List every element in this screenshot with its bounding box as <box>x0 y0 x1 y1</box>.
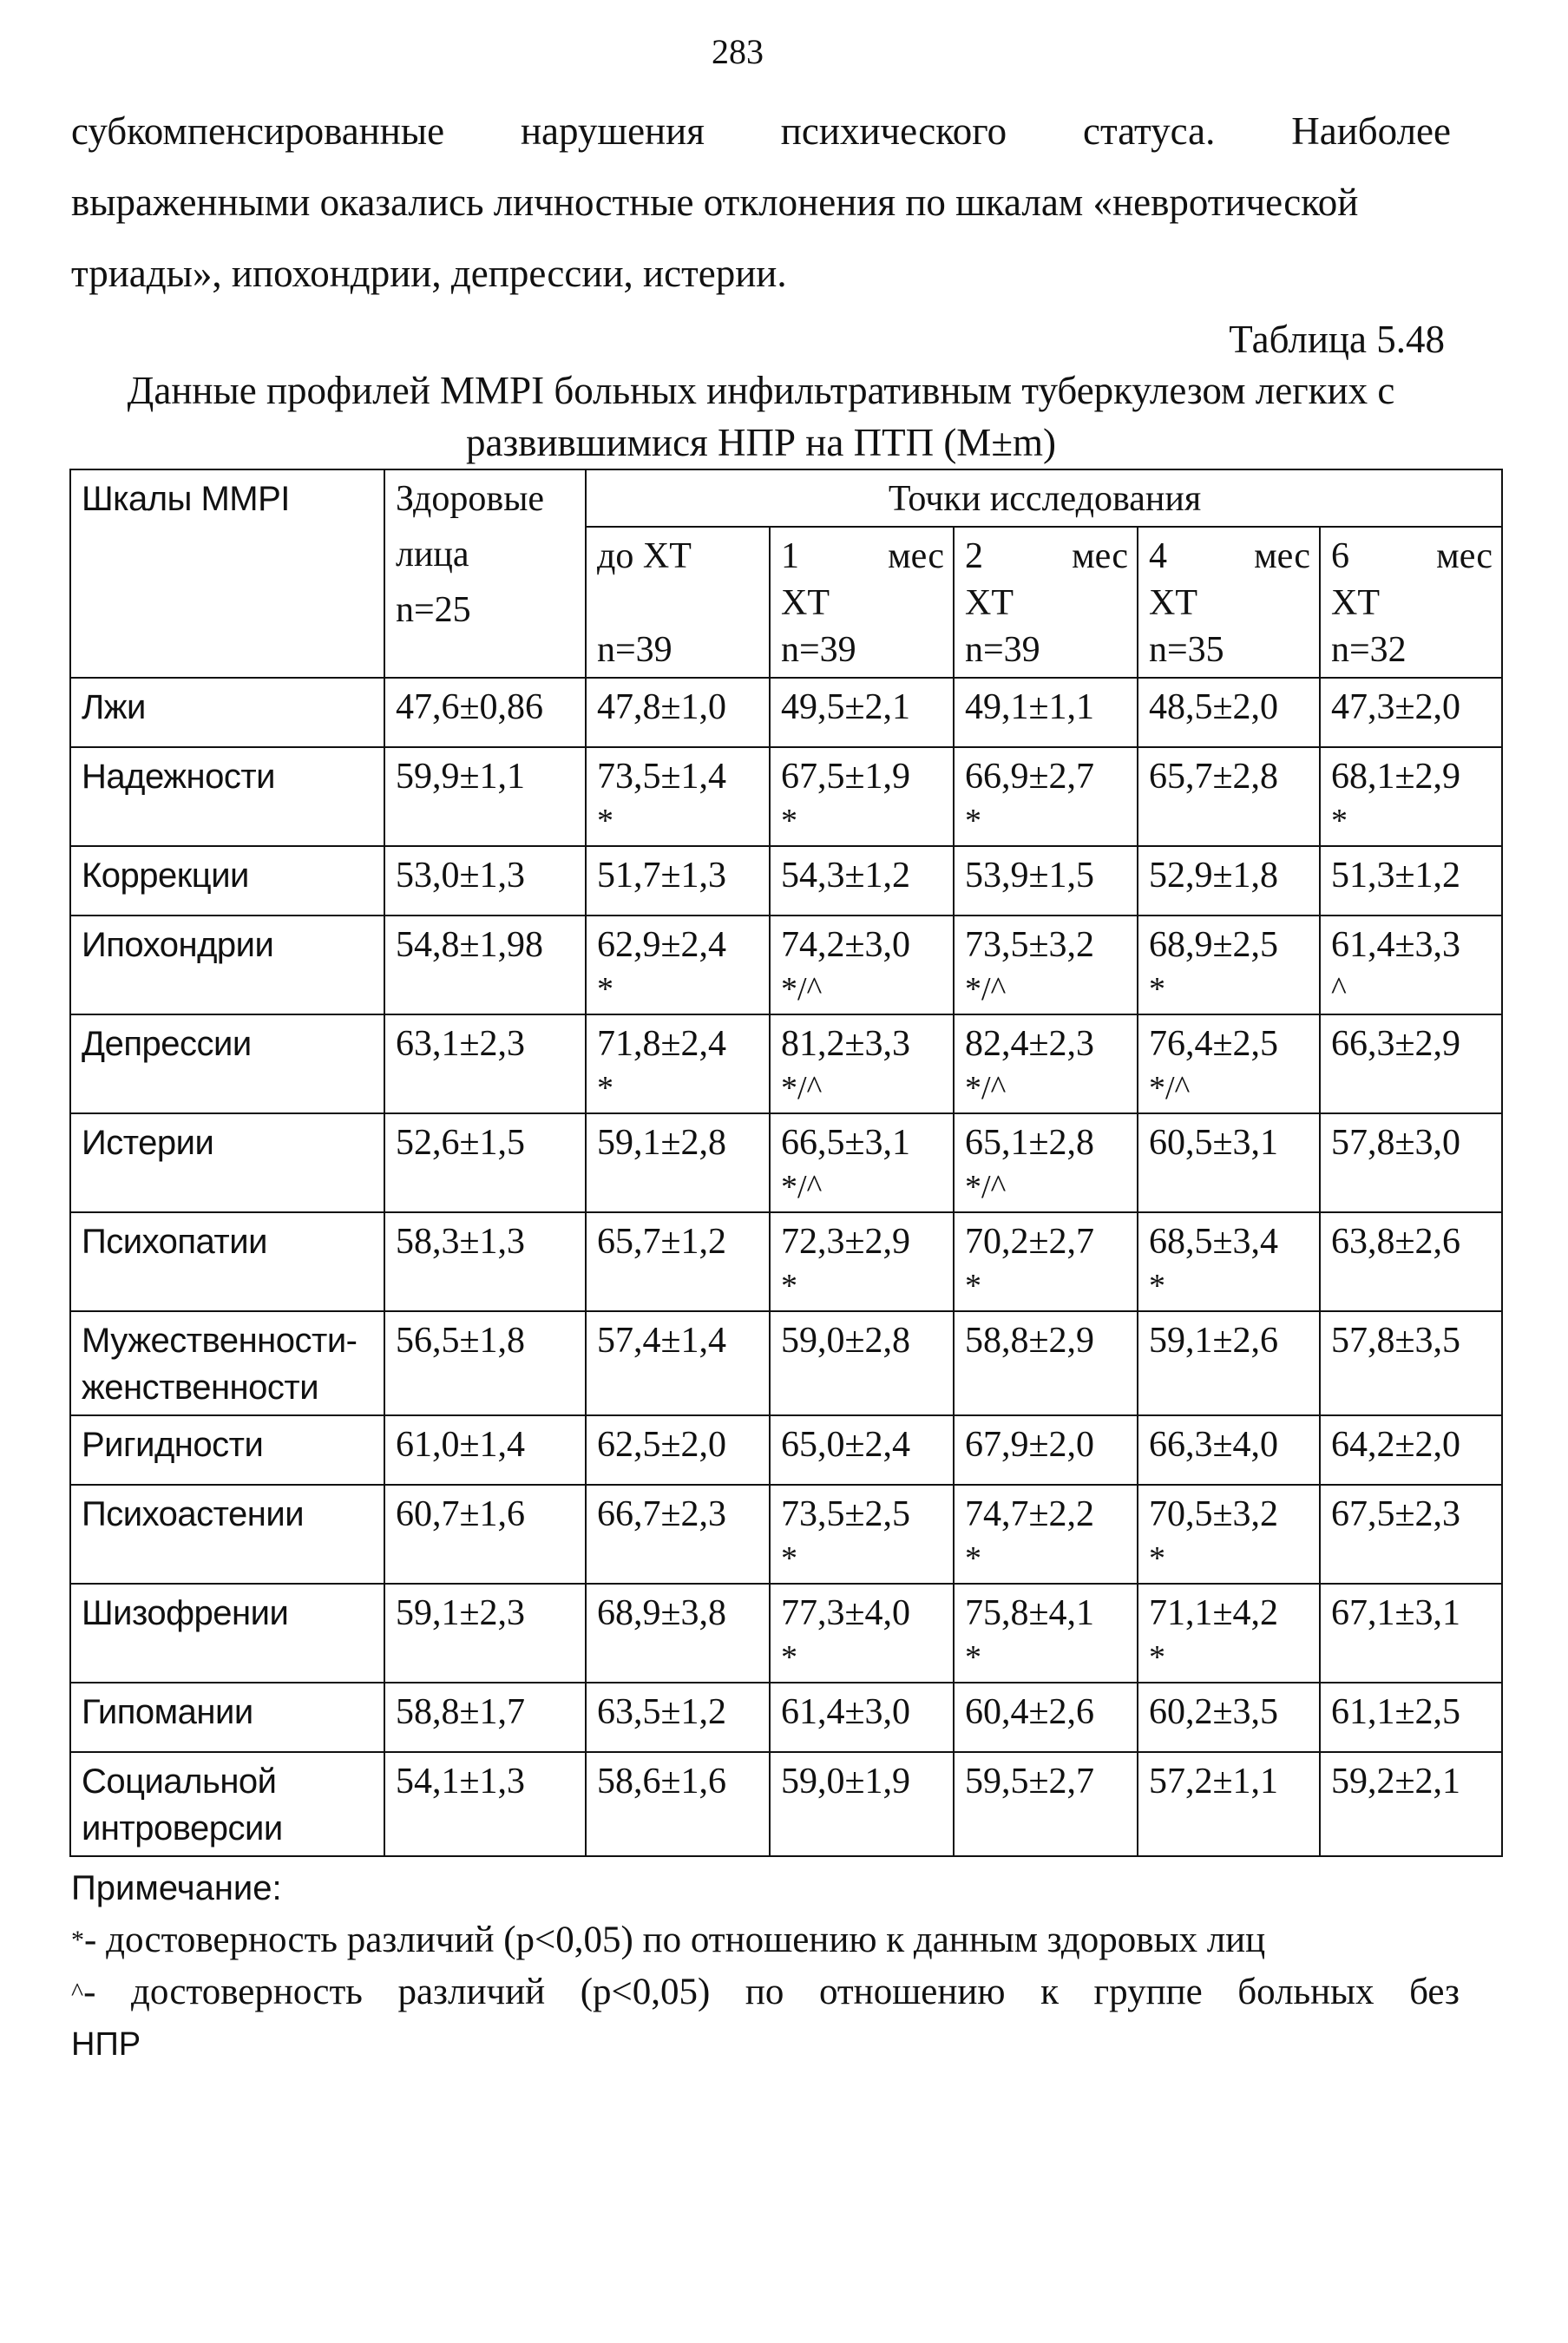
note-1-mark: * <box>71 1926 84 1954</box>
point-sub: ХТ <box>1149 583 1197 623</box>
value-text: 49,1±1,1 <box>965 687 1095 727</box>
healthy-value <box>384 1311 586 1415</box>
paragraph-line: триады», ипохондрии, депрессии, истерии. <box>71 252 787 295</box>
healthy-value <box>384 1014 586 1113</box>
value-cell <box>954 1415 1138 1485</box>
value-text: 48,5±2,0 <box>1149 687 1279 727</box>
value-text: 66,9±2,7 <box>965 757 1095 797</box>
significance-mark: ^ <box>1331 971 1347 1007</box>
note-2-line <box>71 1966 1460 2018</box>
value-text: 68,9±2,5 <box>1149 925 1279 965</box>
value-text: 47,8±1,0 <box>597 687 727 727</box>
point-sub: ХТ <box>965 583 1014 623</box>
value-cell <box>1320 1113 1502 1212</box>
scale-name: Гипомании <box>82 1693 253 1731</box>
value-cell <box>954 1014 1138 1113</box>
scale-name: Ипохондрии <box>82 926 274 964</box>
value-text: 65,0±2,4 <box>781 1425 911 1465</box>
significance-mark: * <box>597 803 613 839</box>
point-unit: мес <box>1254 536 1310 576</box>
significance-mark: * <box>597 1070 613 1106</box>
significance-mark <box>1331 1265 1493 1307</box>
significance-mark: * <box>965 1268 981 1304</box>
point-label: до ХТ <box>597 536 692 576</box>
healthy-value <box>384 1212 586 1311</box>
value-text: 53,0±1,3 <box>396 856 526 896</box>
point-sub <box>597 580 760 627</box>
value-cell <box>770 1311 954 1415</box>
scale-cell <box>70 678 384 747</box>
point-unit: мес <box>888 536 944 576</box>
value-cell <box>1138 846 1320 916</box>
value-cell <box>1320 1584 1502 1683</box>
significance-mark: * <box>965 1639 981 1676</box>
point-unit: мес <box>1436 536 1493 576</box>
significance-mark: * <box>597 971 613 1007</box>
scale-cell <box>70 846 384 916</box>
value-text: 74,2±3,0 <box>781 925 911 965</box>
scale-name-cont: женственности <box>82 1368 319 1407</box>
table-notes <box>71 1862 1460 2071</box>
value-cell <box>586 1113 770 1212</box>
scale-name: Психоастении <box>82 1495 305 1533</box>
note-1 <box>71 1914 1460 1966</box>
value-text: 74,7±2,2 <box>965 1494 1095 1534</box>
significance-mark: * <box>781 1540 797 1577</box>
value-cell <box>954 1683 1138 1752</box>
value-text: 71,1±4,2 <box>1149 1593 1279 1633</box>
significance-mark: * <box>1331 803 1348 839</box>
value-text: 59,0±2,8 <box>781 1321 911 1361</box>
table-body <box>70 678 1502 1856</box>
header-healthy-line1: Здоровые <box>396 479 545 519</box>
significance-mark <box>597 1166 760 1208</box>
scale-cell <box>70 1752 384 1856</box>
value-text: 70,2±2,7 <box>965 1222 1095 1262</box>
scale-cell <box>70 1485 384 1584</box>
value-text: 47,3±2,0 <box>1331 687 1461 727</box>
value-cell <box>1138 1485 1320 1584</box>
significance-mark: * <box>1149 971 1165 1007</box>
header-healthy <box>384 469 586 678</box>
value-text: 51,3±1,2 <box>1331 856 1461 896</box>
value-cell <box>770 846 954 916</box>
value-text: 63,1±2,3 <box>396 1024 526 1064</box>
scale-cell <box>70 1415 384 1485</box>
value-text: 56,5±1,8 <box>396 1321 526 1361</box>
value-text: 59,1±2,6 <box>1149 1321 1279 1361</box>
caption-line: развившимися НПР на ПТП (M±m) <box>465 421 1057 464</box>
value-cell <box>770 747 954 846</box>
value-cell <box>1138 1683 1320 1752</box>
value-cell <box>1320 1683 1502 1752</box>
table-row <box>70 1752 1502 1856</box>
table-row <box>70 846 1502 916</box>
value-text: 58,8±1,7 <box>396 1692 526 1732</box>
value-cell <box>1138 1415 1320 1485</box>
point-sub: ХТ <box>781 583 830 623</box>
significance-mark: * <box>965 803 981 839</box>
healthy-value <box>384 747 586 846</box>
value-text: 59,2±2,1 <box>1331 1762 1461 1802</box>
significance-mark: */^ <box>781 1169 823 1205</box>
value-text: 67,5±1,9 <box>781 757 911 797</box>
value-cell <box>586 1415 770 1485</box>
scale-cell <box>70 1683 384 1752</box>
significance-mark: */^ <box>965 1169 1007 1205</box>
value-cell <box>1320 1485 1502 1584</box>
scale-cell <box>70 916 384 1014</box>
value-text: 64,2±2,0 <box>1331 1425 1461 1465</box>
value-cell <box>770 1212 954 1311</box>
scale-cell <box>70 1014 384 1113</box>
value-text: 60,7±1,6 <box>396 1494 526 1534</box>
note-title: Примечание: <box>71 1869 282 1907</box>
note-2-mark: ^ <box>71 1978 84 2006</box>
header-point <box>1138 527 1320 678</box>
value-text: 59,5±2,7 <box>965 1762 1095 1802</box>
value-cell <box>586 846 770 916</box>
point-sub: ХТ <box>1331 583 1380 623</box>
value-cell <box>1138 1752 1320 1856</box>
table-row <box>70 916 1502 1014</box>
header-scales-label: Шкалы MMPI <box>82 480 290 518</box>
value-cell <box>954 1485 1138 1584</box>
significance-mark: */^ <box>965 1070 1007 1106</box>
significance-mark <box>1331 1637 1493 1678</box>
value-text: 61,4±3,0 <box>781 1692 911 1732</box>
value-text: 52,9±1,8 <box>1149 856 1279 896</box>
value-cell <box>1320 846 1502 916</box>
value-cell <box>770 1752 954 1856</box>
paragraph-line: субкомпенсированные нарушения психического статуса. Наиболее <box>71 109 1451 153</box>
value-text: 63,8±2,6 <box>1331 1222 1461 1262</box>
significance-mark: * <box>781 803 797 839</box>
healthy-value <box>384 1415 586 1485</box>
value-text: 67,5±2,3 <box>1331 1494 1461 1534</box>
value-cell <box>1320 747 1502 846</box>
value-text: 76,4±2,5 <box>1149 1024 1279 1064</box>
value-text: 51,7±1,3 <box>597 856 727 896</box>
value-cell <box>954 1584 1138 1683</box>
note-1-text: - достоверность различий (p<0,05) по отношению к данным здоровых лиц <box>84 1920 1266 1960</box>
header-point <box>1320 527 1502 678</box>
value-text: 49,5±2,1 <box>781 687 911 727</box>
scale-name: Шизофрении <box>82 1594 289 1632</box>
value-cell <box>770 1485 954 1584</box>
value-cell <box>1320 1014 1502 1113</box>
paragraph-line: выраженными оказались личностные отклонения по шкалам «невротической <box>71 180 1359 224</box>
scale-name: Истерии <box>82 1124 214 1162</box>
value-cell <box>586 678 770 747</box>
value-text: 58,3±1,3 <box>396 1222 526 1262</box>
value-cell <box>954 1311 1138 1415</box>
value-cell <box>770 1415 954 1485</box>
point-label: 4 <box>1149 536 1167 576</box>
mmpi-table <box>69 469 1503 1857</box>
value-text: 52,6±1,5 <box>396 1123 526 1163</box>
value-cell <box>586 1485 770 1584</box>
table-row <box>70 1584 1502 1683</box>
table-number: Таблица 5.48 <box>1229 318 1445 361</box>
value-text: 62,5±2,0 <box>597 1425 727 1465</box>
value-text: 66,3±4,0 <box>1149 1425 1279 1465</box>
value-cell <box>770 1014 954 1113</box>
value-text: 63,5±1,2 <box>597 1692 727 1732</box>
scale-cell <box>70 1212 384 1311</box>
note-2 <box>71 1966 1460 2071</box>
value-text: 61,4±3,3 <box>1331 925 1461 965</box>
significance-mark <box>1331 1166 1493 1208</box>
header-healthy-line2: лица <box>396 535 469 574</box>
value-text: 75,8±4,1 <box>965 1593 1095 1633</box>
header-point <box>586 527 770 678</box>
note-2-text: - достоверность различий (p<0,05) по отношению к группе больных без <box>83 1972 1460 2012</box>
value-text: 62,9±2,4 <box>597 925 727 965</box>
header-scales <box>70 469 384 678</box>
significance-mark: */^ <box>781 1070 823 1106</box>
value-text: 61,0±1,4 <box>396 1425 526 1465</box>
value-cell <box>1138 1584 1320 1683</box>
value-text: 66,7±2,3 <box>597 1494 727 1534</box>
value-text: 59,0±1,9 <box>781 1762 911 1802</box>
value-cell <box>1138 678 1320 747</box>
value-text: 73,5±1,4 <box>597 757 727 797</box>
significance-mark <box>1149 800 1310 842</box>
value-text: 57,4±1,4 <box>597 1321 727 1361</box>
value-cell <box>770 1683 954 1752</box>
significance-mark: */^ <box>965 971 1007 1007</box>
value-text: 70,5±3,2 <box>1149 1494 1279 1534</box>
table-row <box>70 1212 1502 1311</box>
value-text: 57,2±1,1 <box>1149 1762 1279 1802</box>
significance-mark: * <box>1149 1540 1165 1577</box>
significance-mark <box>597 1538 760 1579</box>
significance-mark: * <box>781 1268 797 1304</box>
point-label: 1 <box>781 536 799 576</box>
table-header-row <box>70 469 1502 527</box>
value-cell <box>586 1212 770 1311</box>
point-label: 6 <box>1331 536 1349 576</box>
value-cell <box>954 916 1138 1014</box>
significance-mark <box>597 1265 760 1307</box>
value-text: 68,5±3,4 <box>1149 1222 1279 1262</box>
caption-line: Данные профилей MMPI больных инфильтративным туберкулезом легких с <box>127 369 1395 412</box>
value-cell <box>1138 1014 1320 1113</box>
value-text: 68,9±3,8 <box>597 1593 727 1633</box>
significance-mark: */^ <box>781 971 823 1007</box>
value-text: 82,4±2,3 <box>965 1024 1095 1064</box>
table-row <box>70 1311 1502 1415</box>
point-n: n=39 <box>597 630 672 670</box>
value-text: 66,5±3,1 <box>781 1123 911 1163</box>
value-text: 71,8±2,4 <box>597 1024 727 1064</box>
value-text: 59,1±2,3 <box>396 1593 526 1633</box>
healthy-value <box>384 678 586 747</box>
scale-name: Депрессии <box>82 1025 252 1063</box>
header-points-label: Точки исследования <box>888 479 1202 519</box>
value-text: 72,3±2,9 <box>781 1222 911 1262</box>
value-cell <box>586 747 770 846</box>
table-row <box>70 1014 1502 1113</box>
value-cell <box>770 1113 954 1212</box>
value-text: 60,5±3,1 <box>1149 1123 1279 1163</box>
value-text: 65,7±2,8 <box>1149 757 1279 797</box>
value-cell <box>1138 747 1320 846</box>
value-text: 66,3±2,9 <box>1331 1024 1461 1064</box>
table-row <box>70 1683 1502 1752</box>
value-text: 57,8±3,0 <box>1331 1123 1461 1163</box>
value-cell <box>586 1683 770 1752</box>
table-row <box>70 747 1502 846</box>
value-cell <box>1138 1311 1320 1415</box>
value-text: 68,1±2,9 <box>1331 757 1461 797</box>
value-cell <box>954 1752 1138 1856</box>
significance-mark: * <box>1149 1639 1165 1676</box>
header-points <box>586 469 1502 527</box>
value-cell <box>1320 1311 1502 1415</box>
value-text: 60,4±2,6 <box>965 1692 1095 1732</box>
value-cell <box>586 1311 770 1415</box>
table-caption <box>71 364 1451 469</box>
value-text: 73,5±2,5 <box>781 1494 911 1534</box>
point-n: n=32 <box>1331 630 1407 670</box>
value-cell <box>586 1752 770 1856</box>
scale-name: Ригидности <box>82 1426 264 1464</box>
value-text: 53,9±1,5 <box>965 856 1095 896</box>
point-label: 2 <box>965 536 983 576</box>
healthy-value <box>384 1752 586 1856</box>
scale-name: Лжи <box>82 688 146 726</box>
value-text: 67,9±2,0 <box>965 1425 1095 1465</box>
note-2-cont: НПР <box>71 2026 141 2063</box>
healthy-value <box>384 916 586 1014</box>
value-text: 59,9±1,1 <box>396 757 526 797</box>
value-cell <box>954 747 1138 846</box>
value-cell <box>954 1212 1138 1311</box>
value-cell <box>1320 916 1502 1014</box>
value-text: 77,3±4,0 <box>781 1593 911 1633</box>
table-row <box>70 1415 1502 1485</box>
value-cell <box>770 1584 954 1683</box>
scale-cell <box>70 1584 384 1683</box>
scale-name-cont: интроверсии <box>82 1809 283 1847</box>
scale-cell <box>70 1311 384 1415</box>
scale-name: Психопатии <box>82 1223 267 1261</box>
value-cell <box>954 1113 1138 1212</box>
value-text: 65,1±2,8 <box>965 1123 1095 1163</box>
value-text: 59,1±2,8 <box>597 1123 727 1163</box>
value-text: 60,2±3,5 <box>1149 1692 1279 1732</box>
value-cell <box>1138 1212 1320 1311</box>
value-cell <box>770 678 954 747</box>
significance-mark <box>1331 1538 1493 1579</box>
value-text: 57,8±3,5 <box>1331 1321 1461 1361</box>
value-cell <box>1320 1752 1502 1856</box>
scale-cell <box>70 747 384 846</box>
value-text: 58,8±2,9 <box>965 1321 1095 1361</box>
value-cell <box>1320 1212 1502 1311</box>
point-unit: мес <box>1072 536 1128 576</box>
table-row <box>70 678 1502 747</box>
value-cell <box>1138 916 1320 1014</box>
scale-name: Мужественности- <box>82 1322 358 1360</box>
value-cell <box>586 1014 770 1113</box>
value-text: 65,7±1,2 <box>597 1222 727 1262</box>
value-cell <box>1138 1113 1320 1212</box>
significance-mark <box>597 1637 760 1678</box>
value-cell <box>586 916 770 1014</box>
significance-mark: * <box>965 1540 981 1577</box>
scale-name: Коррекции <box>82 856 249 895</box>
value-text: 81,2±3,3 <box>781 1024 911 1064</box>
healthy-value <box>384 1113 586 1212</box>
point-n: n=39 <box>781 630 856 670</box>
point-n: n=35 <box>1149 630 1224 670</box>
value-text: 54,3±1,2 <box>781 856 911 896</box>
value-cell <box>770 916 954 1014</box>
value-text: 54,1±1,3 <box>396 1762 526 1802</box>
healthy-value <box>384 1485 586 1584</box>
value-text: 47,6±0,86 <box>396 687 544 727</box>
healthy-value <box>384 1584 586 1683</box>
healthy-value <box>384 1683 586 1752</box>
header-point <box>954 527 1138 678</box>
body-paragraph <box>71 95 1451 309</box>
value-text: 58,6±1,6 <box>597 1762 727 1802</box>
significance-mark: */^ <box>1149 1070 1191 1106</box>
point-n: n=39 <box>965 630 1040 670</box>
significance-mark: * <box>781 1639 797 1676</box>
scale-name: Надежности <box>82 758 276 796</box>
page-number: 283 <box>712 32 764 71</box>
value-text: 54,8±1,98 <box>396 925 544 965</box>
value-text: 73,5±3,2 <box>965 925 1095 965</box>
value-text: 67,1±3,1 <box>1331 1593 1461 1633</box>
value-text: 61,1±2,5 <box>1331 1692 1461 1732</box>
header-point <box>770 527 954 678</box>
significance-mark: * <box>1149 1268 1165 1304</box>
healthy-value <box>384 846 586 916</box>
value-cell <box>954 846 1138 916</box>
scale-cell <box>70 1113 384 1212</box>
scale-name: Социальной <box>82 1762 277 1801</box>
value-cell <box>586 1584 770 1683</box>
value-cell <box>1320 678 1502 747</box>
value-cell <box>954 678 1138 747</box>
table-row <box>70 1113 1502 1212</box>
table-row <box>70 1485 1502 1584</box>
significance-mark <box>1149 1166 1310 1208</box>
header-healthy-n: n=25 <box>396 590 471 630</box>
value-cell <box>1320 1415 1502 1485</box>
significance-mark <box>1331 1067 1493 1109</box>
